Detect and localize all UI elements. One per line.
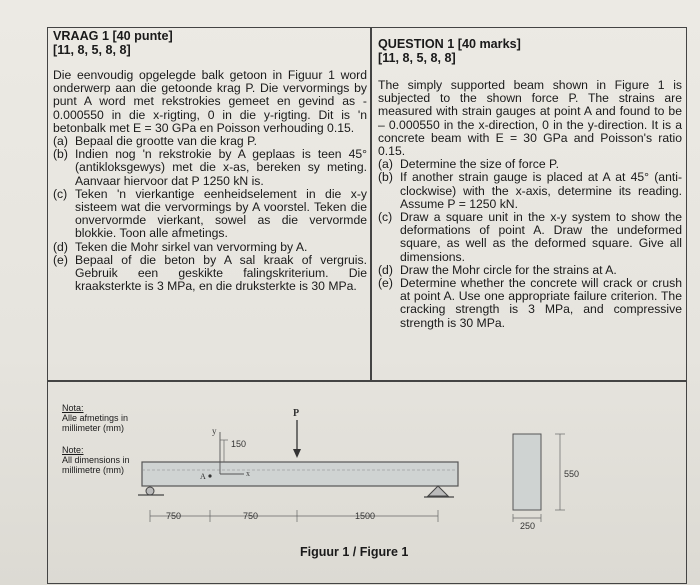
sub-question-text: Teken 'n vierkantige eenheidselement in die x-y sisteem wat die vervormings by A voorstel. Teken die onvervormde vierkant, sowel as die vervormde blokkie. Toon alle afmetings. [75,186,367,241]
sub-question-text: Bepaal of die beton by A sal kraak of vergruis. Gebruik een geskikte falingskriterium. Die kraaksterkte is 3 MPa, en die druksterkte is 30 MPa. [75,252,367,294]
marks-breakdown-af: [11, 8, 5, 8, 8] [53,43,131,57]
question-heading-en: QUESTION 1 [40 marks] [378,37,521,51]
note-title: Nota: [62,403,84,413]
note-title: Note: [62,445,84,455]
sub-question-label: (c) [53,186,68,201]
note-line: millimeter (mm) [62,423,124,433]
sub-question-label: (b) [378,170,393,185]
sub-question-text: If another strain gauge is placed at A at 45° (anti-clockwise) with the x-axis, determine its reading. Assume P = 1250 kN. [400,170,682,211]
beam-body [142,462,458,486]
roller-support [146,487,154,495]
sub-question-label: (d) [53,239,68,254]
sub-question-label: (b) [53,147,68,162]
question-heading-af: VRAAG 1 [40 punte] [53,29,173,43]
note-line: All dimensions in [62,455,130,465]
sub-question-label: (d) [378,262,393,277]
load-label: P [293,408,300,419]
sub-question-text: Indien nog 'n rekstrokie by A geplaas is teen 45° (antikloksgewys) met die x-as, bereken sy meting. Aanvaar hiervoor dat P 1250 kN is. [75,147,367,188]
figure-caption: Figuur 1 / Figure 1 [300,545,409,559]
dimension-150: 150 [231,439,247,449]
question-intro-en: The simply supported beam shown in Figure 1 is subjected to the shown force P. The strains are measured with strain gauges at point A and found to be – 0.000550 in the x-direction, 0 in the y-direction. It is a concrete beam with E = 30 GPa and Poisson's ratio 0.15. [378,78,682,159]
load-arrow-head [293,449,301,458]
sub-question-text: Draw a square unit in the x-y system to show the deformations of point A. Draw the undeformed square, as well as the deformed square. Give all dimensions. [400,210,682,264]
marks-breakdown-en: [11, 8, 5, 8, 8] [378,51,456,65]
sub-question-label: (e) [378,276,393,291]
dimension-1500: 1500 [355,511,376,521]
sub-question-label: (a) [378,157,393,172]
sub-question-label: (e) [53,252,68,267]
sub-question-text: Teken die Mohr sirkel van vervorming by A. [75,239,308,254]
sub-question-text: Bepaal die grootte van die krag P. [75,134,258,149]
sub-question-label: (c) [378,210,393,225]
note-line: millimetre (mm) [62,465,124,475]
sub-question-text: Determine whether the concrete will crack or crush at point A. Use one appropriate failure criterion. The cracking strength is 3 MPa, and compressive strength is 30 MPa. [400,276,682,330]
cross-section [513,434,541,510]
sub-question-text: Determine the size of force P. [400,157,559,172]
section-height-label: 550 [564,469,580,479]
note-line: Alle afmetings in [62,413,129,423]
point-a-label: A [200,472,206,481]
section-width-label: 250 [520,521,536,531]
sub-question-label: (a) [53,134,68,149]
point-a-marker [208,474,211,477]
question-intro-af: Die eenvoudig opgelegde balk getoon in Figuur 1 word onderwerp aan die getoonde krag P. Die vervormings by punt A word met rekstrokies gemeet en gevind as - 0.000550 in die x-rigting, 0 in die y-rigting. Dit is 'n betonbalk met E = 30 GPa en Poisson verhouding 0.15. [53,68,367,135]
dimension-750-a: 750 [166,511,182,521]
y-axis-label: y [212,426,217,436]
pin-support [428,486,448,496]
x-axis-label: x [246,469,250,478]
sub-question-text: Draw the Mohr circle for the strains at A. [400,262,617,277]
dimension-750-b: 750 [243,511,259,521]
